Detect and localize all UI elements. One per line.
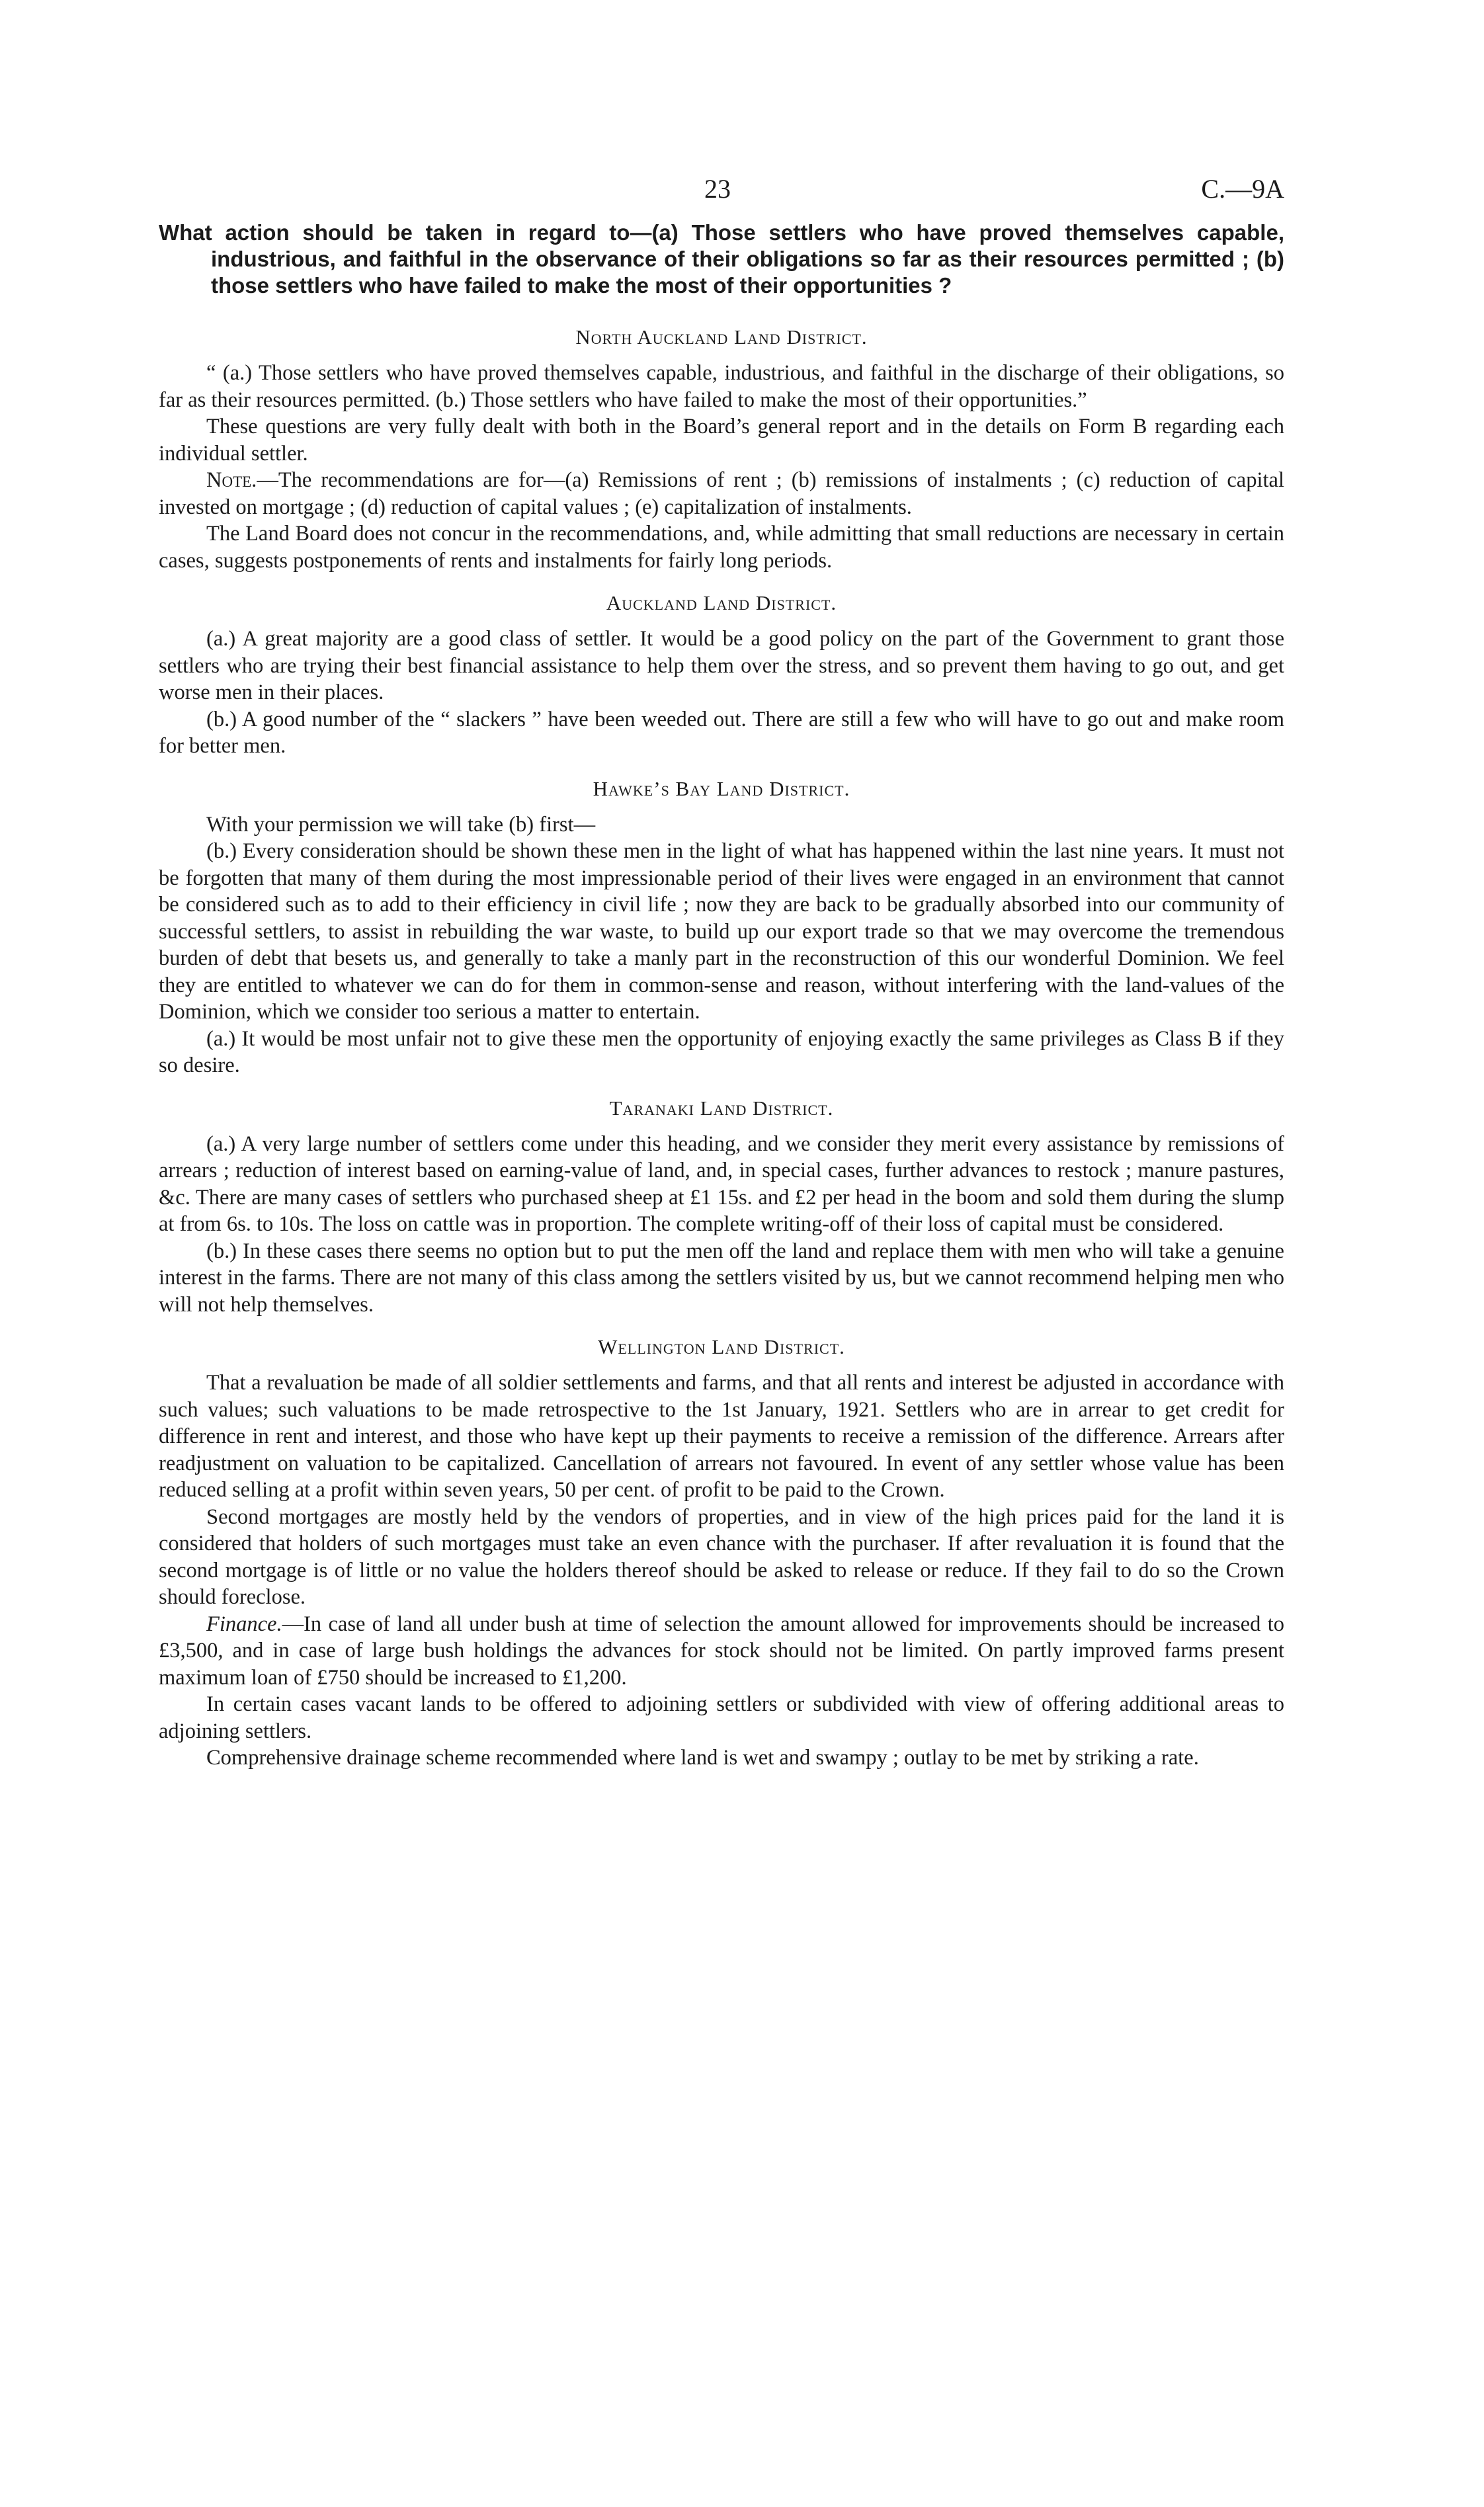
note-text: —The recommendations are for—(a) Remissions of rent ; (b) remissions of instalments ; (c) reduction of capital invested on mortgage ; (d) reduction of capital values ; (e) capitalization of instalments.	[159, 468, 1284, 519]
paragraph: (b.) In these cases there seems no option but to put the men off the land and replace them with men who will take a genuine interest in the farms. There are not many of this class among the settlers visited by us, but we cannot recommend helping men who will not help themselves.	[159, 1239, 1284, 1317]
document-reference: C.—9A	[1201, 174, 1284, 204]
note-label: Note.	[206, 468, 257, 492]
page-header	[159, 173, 1284, 220]
paragraph: In certain cases vacant lands to be offered to adjoining settlers or subdivided with view of offering additional areas to adjoining settlers.	[159, 1692, 1284, 1743]
section-taranaki	[159, 1096, 1284, 1319]
section-hawkes-bay	[159, 777, 1284, 1079]
paragraph: The Land Board does not concur in the recommendations, and, while admitting that small reductions are necessary in certain cases, suggests postponements of rents and instalments for fairly long periods.	[159, 522, 1284, 573]
paragraph: (a.) It would be most unfair not to give these men the opportunity of enjoying exactly the same privileges as Class B if they so desire.	[159, 1026, 1284, 1077]
paragraph: That a revaluation be made of all soldier settlements and farms, and that all rents and interest be adjusted in accordance with such values; such valuations to be made retrospective to the 1st January, 1921. Settlers who are in arrear to get credit for difference in rent and interest, and those who have kept up their payments to receive a remission of the difference. Arrears after readjustment on valuation to be capitalized. Cancellation of arrears not favoured. In event of any settler whose value has been reduced selling at a profit within seven years, 50 per cent. of profit to be paid to the Crown.	[159, 1371, 1284, 1502]
paragraph: (b.) A good number of the “ slackers ” have been weeded out. There are still a few who will have to go out and make room for better men.	[159, 707, 1284, 758]
paragraph: (a.) A very large number of settlers come under this heading, and we consider they merit every assistance by remissions of arrears ; reduction of interest based on earning-value of land, and, in special cases, further advances to restock ; manure pastures, &c. There are many cases of settlers who purchased sheep at £1 15s. and £2 per head in the boom and sold them during the slump at from 6s. to 10s. The loss on cattle was in proportion. The complete writing-off of their loss of capital must be considered.	[159, 1131, 1284, 1236]
finance-paragraph	[159, 1611, 1284, 1692]
note-paragraph	[159, 467, 1284, 520]
paragraph: (b.) Every consideration should be shown these men in the light of what has happened within the last nine years. It must not be forgotten that many of them during the most impressionable period of their lives were engaged in an environment that cannot be considered such as to add to their efficiency in civil life ; now they are back to be gradually absorbed into our community of successful settlers, to assist in rebuilding the war waste, to build up our export trade so that we may overcome the tremendous burden of debt that besets us, and generally to take a manly part in the reconstruction of this our wonderful Dominion. We feel they are entitled to whatever we can do for them in common-sense and reason, without interfering with the land-values of the Dominion, which we consider too serious a matter to entertain.	[159, 839, 1284, 1024]
paragraph: Second mortgages are mostly held by the vendors of properties, and in view of the high prices paid for the land it is considered that holders of such mortgages must take an even chance with the purchaser. If after revaluation it is found that the second mortgage is of little or no value the holders thereof should be asked to release or reduce. If they fail to do so the Crown should foreclose.	[159, 1504, 1284, 1609]
section-heading: Wellington Land District.	[598, 1335, 845, 1358]
section-heading: North Auckland Land District.	[575, 325, 868, 349]
paragraph: These questions are very fully dealt with both in the Board’s general report and in the details on Form B regarding each individual settler.	[159, 415, 1284, 466]
question-heading: What action should be taken in regard to—(a) Those settlers who have proved themselves capable, industrious, and faithful in the observance of their obligations so far as their resources permitted ; (b) those settlers who have failed to make the most of their opportunities ?	[159, 220, 1284, 298]
section-wellington	[159, 1335, 1284, 1772]
paragraph: Comprehensive drainage scheme recommended where land is wet and swampy ; outlay to be met by striking a rate.	[206, 1746, 1199, 1770]
paragraph: With your permission we will take (b) first—	[206, 812, 596, 837]
section-heading: Hawke’s Bay Land District.	[593, 776, 850, 800]
page-number: 23	[704, 174, 731, 204]
section-auckland	[159, 591, 1284, 760]
paragraph: “ (a.) Those settlers who have proved themselves capable, industrious, and faithful in the discharge of their obligations, so far as their resources permitted. (b.) Those settlers who have failed to make the most of their opportunities.”	[159, 361, 1284, 412]
finance-label: Finance.	[206, 1612, 282, 1636]
paragraph: (a.) A great majority are a good class of settler. It would be a good policy on the part of the Government to grant those settlers who are trying their best financial assistance to help them over the stress, and so prevent them having to go out, and get worse men in their places.	[159, 627, 1284, 704]
section-heading: Auckland Land District.	[606, 591, 837, 614]
document-page	[159, 173, 1284, 1772]
section-north-auckland	[159, 325, 1284, 574]
finance-text: —In case of land all under bush at time of selection the amount allowed for improvements should be increased to £3,500, and in case of large bush holdings the advances for stock should not be limited. On partly improved farms present maximum loan of £750 should be increased to £1,200.	[159, 1612, 1284, 1690]
section-heading: Taranaki Land District.	[609, 1096, 834, 1120]
